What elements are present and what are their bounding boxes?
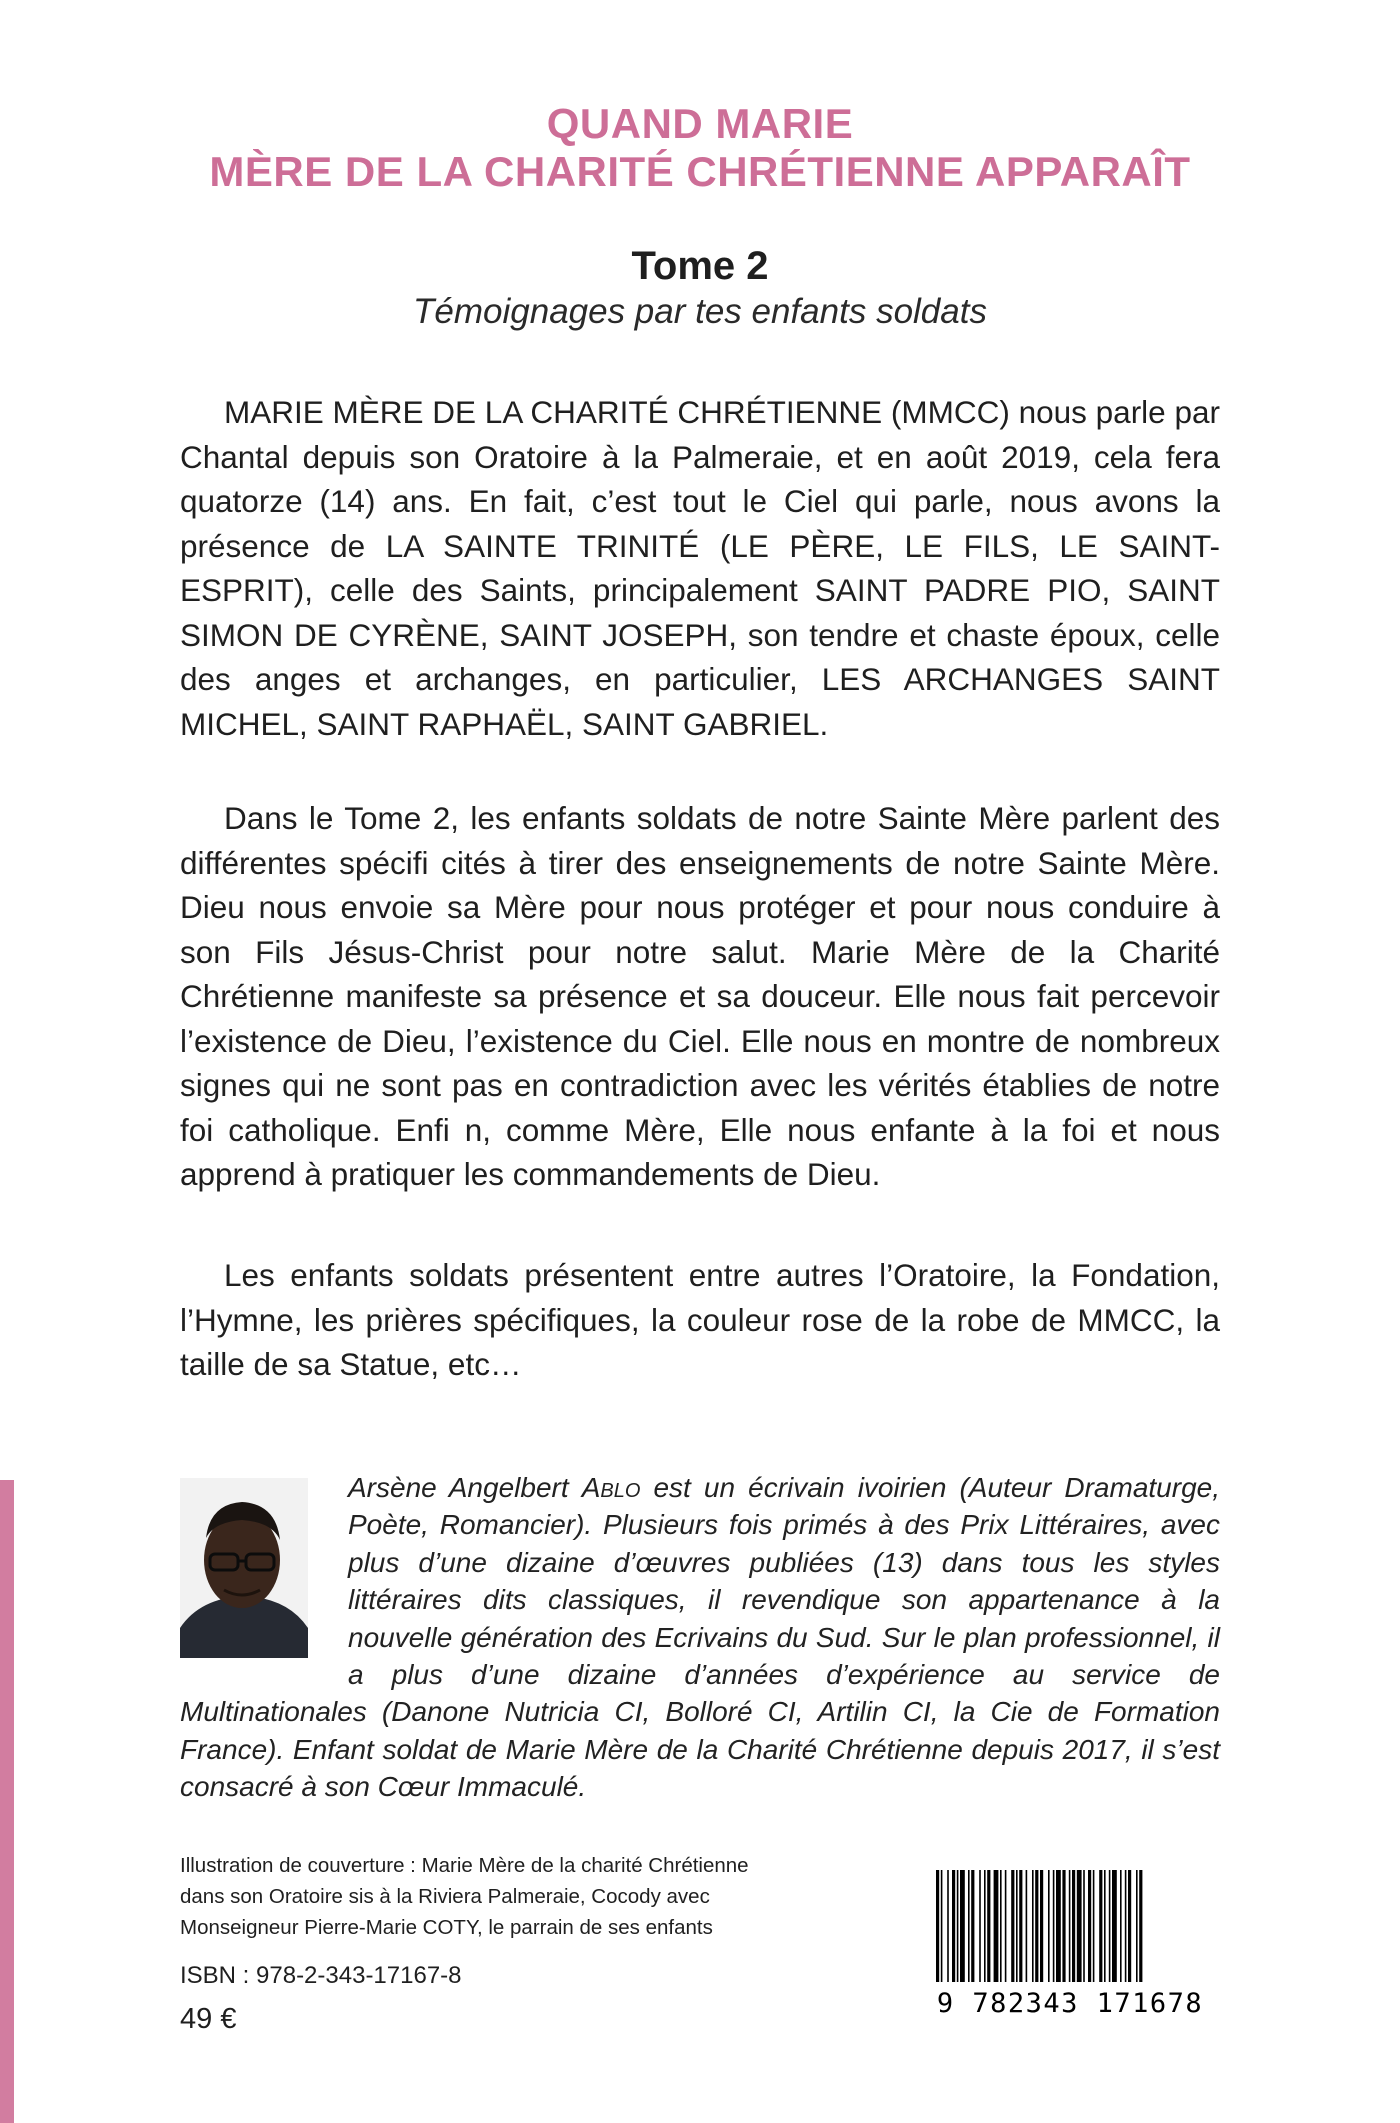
title-line-1: QUAND MARIE — [546, 100, 854, 147]
barcode-bar — [960, 1870, 965, 1982]
barcode-bar — [971, 1870, 974, 1982]
barcode-bar — [1109, 1870, 1111, 1982]
barcode-bar — [1019, 1870, 1022, 1982]
cover-illustration-credit: Illustration de couverture : Marie Mère de la charité Chrétienne dans son Oratoire sis à la Riviera Palmeraie, Cocody avec Monseigneur Pierre-Marie COTY, le parrain de ses enfants — [180, 1854, 749, 1939]
barcode-bar — [1125, 1870, 1127, 1982]
barcode-bar — [1011, 1870, 1014, 1982]
barcode-bar — [1077, 1870, 1082, 1982]
barcode-bar — [984, 1870, 986, 1982]
barcode-bar — [941, 1870, 943, 1982]
barcode-bar — [1056, 1870, 1061, 1982]
summary-paragraph-1: MARIE MÈRE DE LA CHARITÉ CHRÉTIENNE (MMCC) nous parle par Chantal depuis son Oratoire à la Palmeraie, et en août 2019, cela fera quatorze (14) ans. En fait, c’est tout le Ciel qui parle, nous avons la présence de LA SAINTE TRINITÉ (LE PÈRE, LE FILS, LE SAINT-ESPRIT), celle des Saints, principalement SAINT PADRE PIO, SAINT SIMON DE CYRÈNE, SAINT JOSEPH, son tendre et chaste époux, celle des anges et archanges, en particulier, LES ARCHANGES SAINT MICHEL, SAINT RAPHAËL, SAINT GABRIEL. — [180, 394, 1220, 742]
author-bio — [180, 1469, 1220, 1806]
barcode-bar — [1016, 1870, 1018, 1982]
barcode-bar — [1088, 1870, 1091, 1982]
barcode-bar — [1035, 1870, 1038, 1982]
summary-paragraph-3: Les enfants soldats présentent entre autres l’Oratoire, la Fondation, l’Hymne, les prières spécifiques, la couleur rose de la robe de MMCC, la taille de sa Statue, etc… — [180, 1257, 1220, 1382]
barcode-bar — [1072, 1870, 1075, 1982]
barcode-bar — [987, 1870, 990, 1982]
subtitle: Témoignages par tes enfants soldats — [413, 292, 987, 331]
barcode-bar — [1093, 1870, 1095, 1982]
author-first-names: Arsène Angelbert — [348, 1472, 569, 1503]
author-bio-text: est un écrivain ivoirien (Auteur Dramaturge, Poète, Romancier). Plusieurs fois primés à des Prix Littéraires, avec plus d’une dizaine d’œuvres publiées (13) dans tous les styles littéraires dits classiques, il revendique son appartenance à la nouvelle génération des Ecrivains du Sud. Sur le plan professionnel, il a plus d’une dizaine d’années d’expérience au service de Multinationales (Danone Nutricia CI, Bolloré CI, Artilin CI, la Cie de Formation France). Enfant soldat de Marie Mère de la Charité Chrétienne depuis 2017, il s’est consacré à son Cœur Immaculé. — [180, 1472, 1220, 1803]
barcode-bar — [1083, 1870, 1085, 1982]
barcode-bar — [952, 1870, 955, 1982]
barcode-bar — [1069, 1870, 1071, 1982]
price: 49 € — [180, 2003, 237, 2035]
barcode-bar — [1026, 1870, 1028, 1982]
barcode-bar — [1128, 1870, 1131, 1982]
barcode-bar — [1099, 1870, 1102, 1982]
barcode-bar — [994, 1870, 999, 1982]
barcode-bar — [1005, 1870, 1007, 1982]
barcode-bar — [1053, 1870, 1055, 1982]
barcode-bar — [1032, 1870, 1034, 1982]
barcode-bar — [968, 1870, 970, 1982]
book-title — [0, 100, 1400, 196]
title-line-2: MÈRE DE LA CHARITÉ CHRÉTIENNE APPARAÎT — [209, 148, 1191, 195]
barcode-bar — [1048, 1870, 1050, 1982]
barcode-bar — [1136, 1870, 1138, 1982]
barcode-bar — [1062, 1870, 1065, 1982]
barcode-bar — [1112, 1870, 1117, 1982]
barcode-bar — [1000, 1870, 1002, 1982]
barcode-bar — [1104, 1870, 1106, 1982]
volume-label: Tome 2 — [631, 244, 769, 288]
barcode-icon — [920, 1868, 1220, 2018]
barcode-bar — [947, 1870, 949, 1982]
author-surname: Ablo — [581, 1472, 641, 1503]
barcode-bar — [936, 1870, 939, 1982]
barcode-digits: 9 782343 171678 — [936, 1988, 1204, 2018]
barcode-bar — [1040, 1870, 1043, 1982]
barcode-bar — [979, 1870, 981, 1982]
barcode-bar — [1139, 1870, 1142, 1982]
spine-color-band — [0, 1480, 14, 2123]
summary-paragraph-2: Dans le Tome 2, les enfants soldats de notre Sainte Mère parlent des différentes spécifi cités à tirer des enseignements de notre Sainte Mère. Dieu nous envoie sa Mère pour nous protéger et pour nous conduire à son Fils Jésus-Christ pour notre salut. Marie Mère de la Charité Chrétienne manifeste sa présence et sa douceur. Elle nous fait percevoir l’existence de Dieu, l’existence du Ciel. Elle nous en montre de nombreux signes qui ne sont pas en contradiction avec les vérités établies de notre foi catholique. Enfi n, comme Mère, Elle nous enfante à la foi et nous apprend à pratiquer les commandements de Dieu. — [180, 800, 1220, 1192]
isbn: ISBN : 978-2-343-17167-8 — [180, 1962, 462, 1989]
barcode-bar — [957, 1870, 959, 1982]
barcode-bar — [1120, 1870, 1122, 1982]
